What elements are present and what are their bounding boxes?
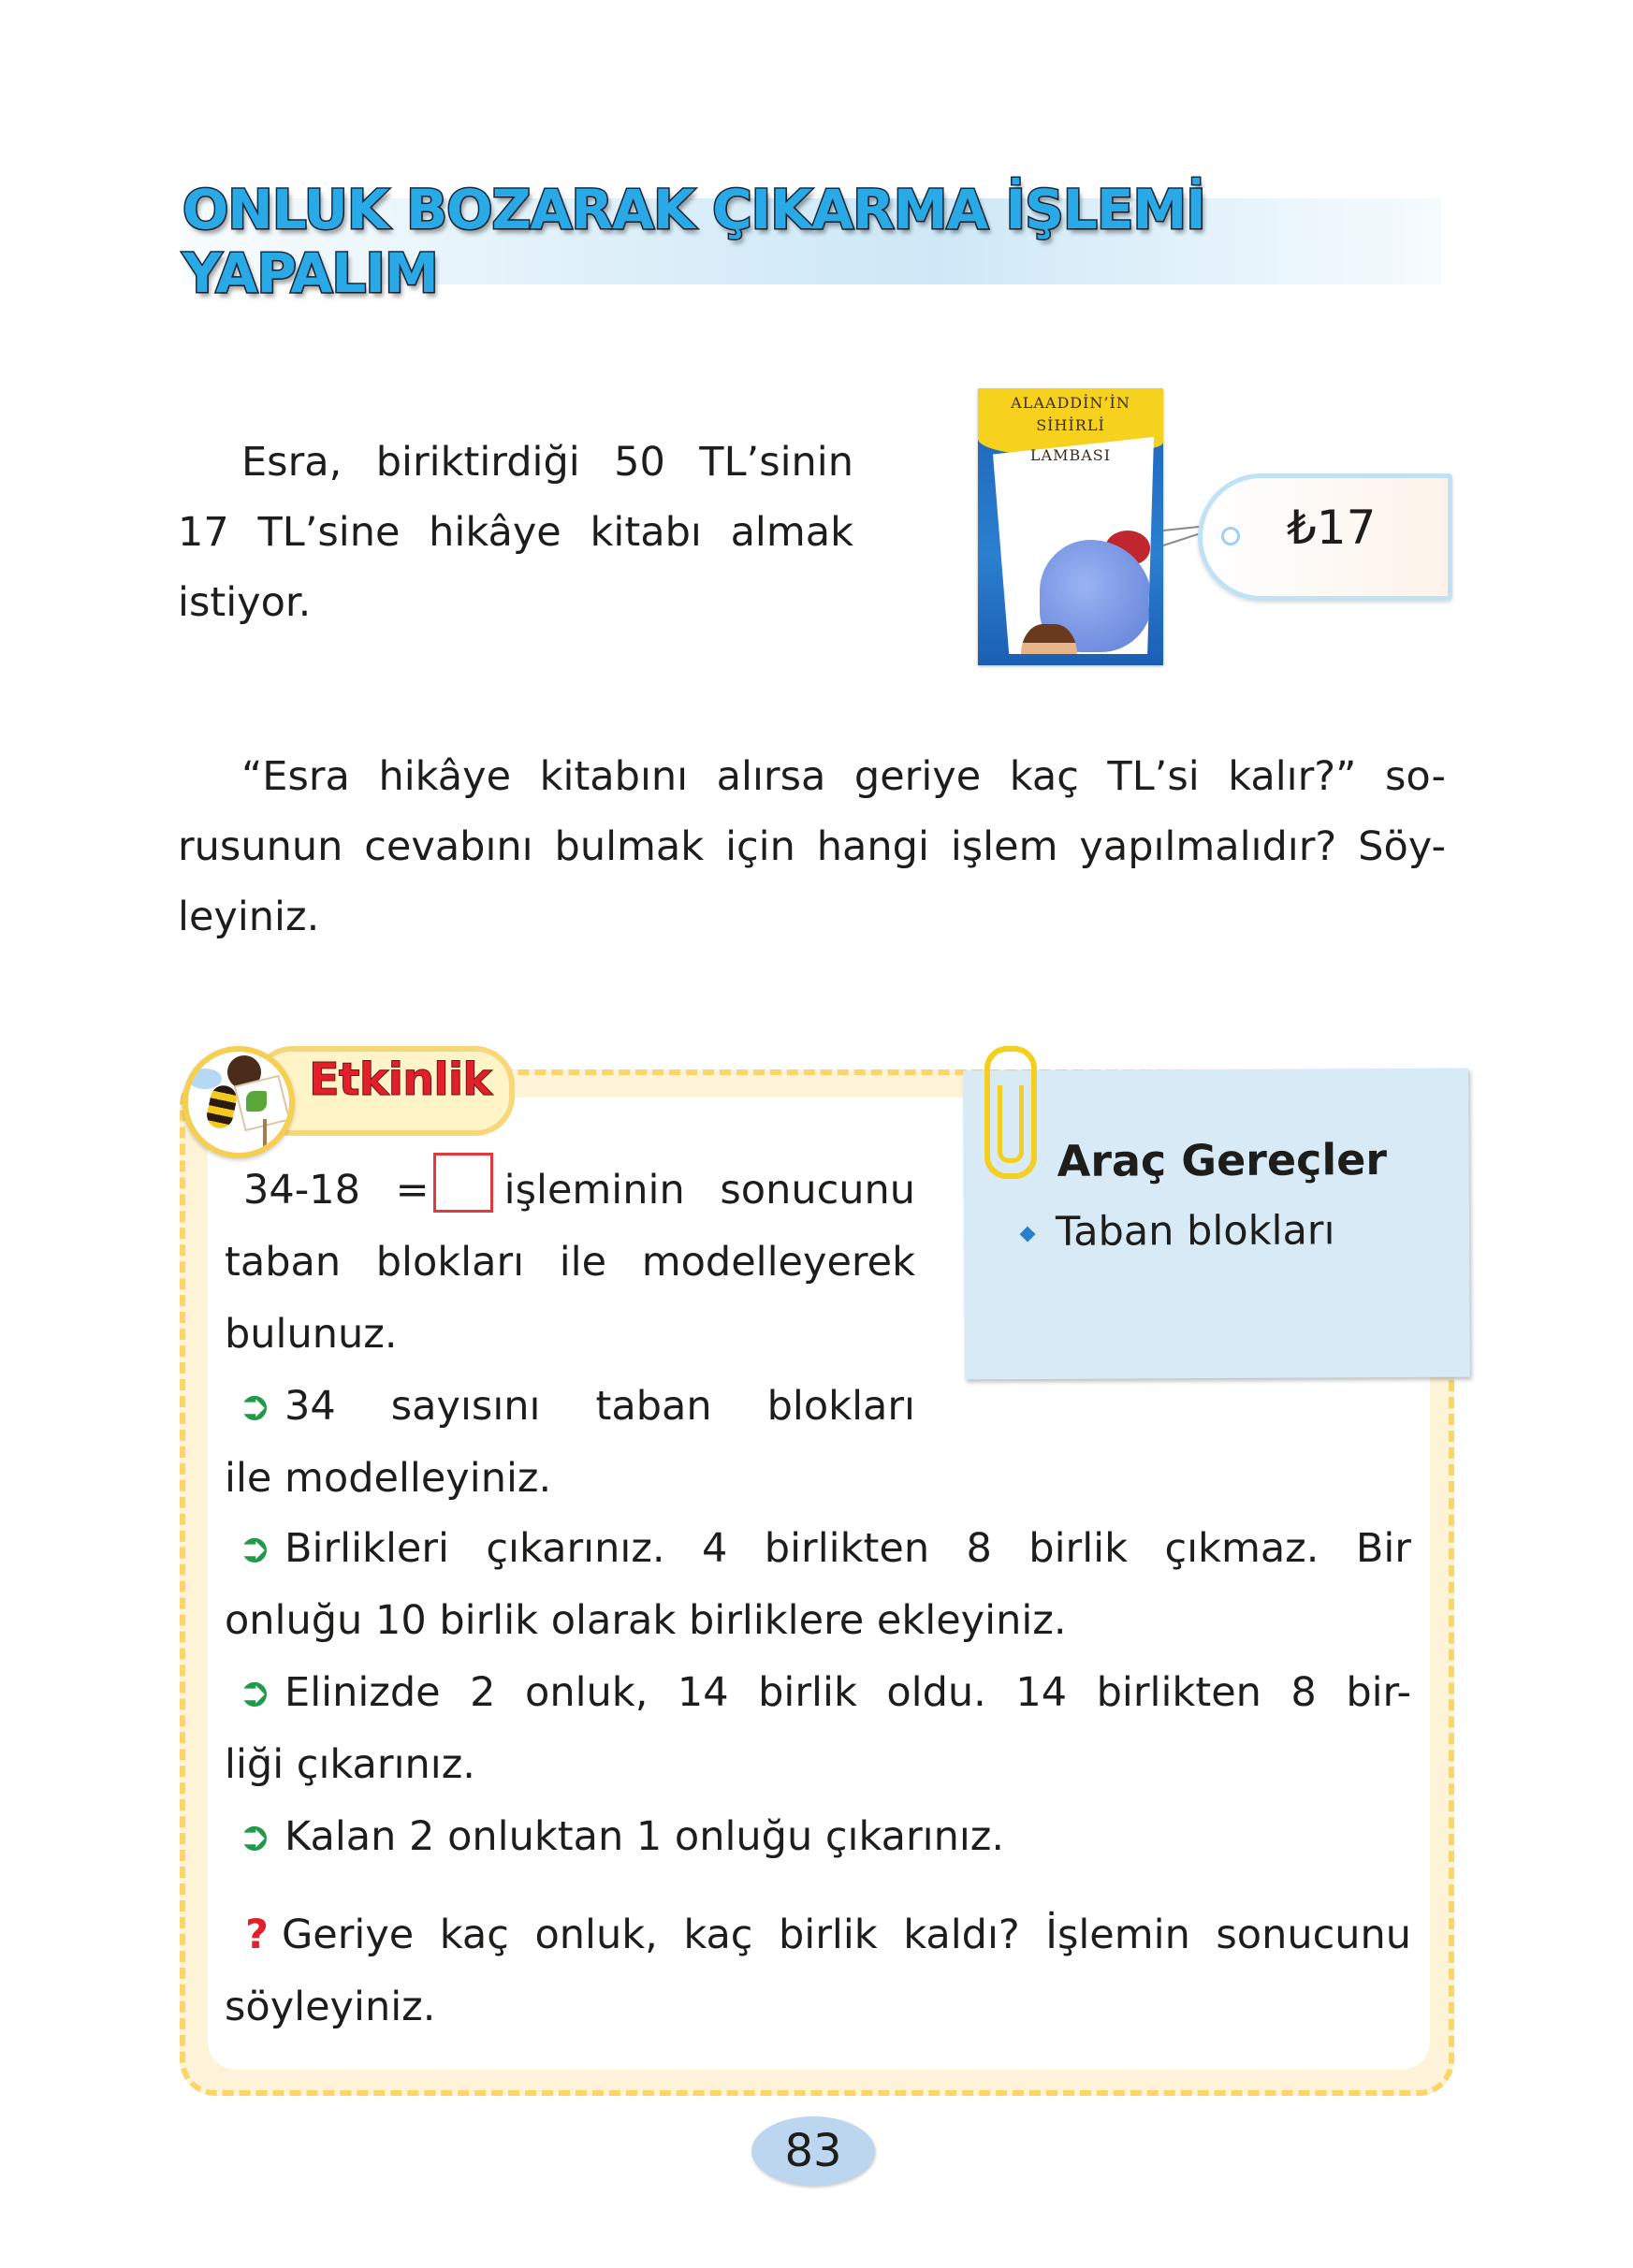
page-number [751, 2116, 875, 2186]
step-arrow-icon: ➲ [238, 1525, 272, 1572]
tools-note-title: Araç Gereçler [1057, 1134, 1388, 1186]
page-number-label: 83 [784, 2125, 842, 2177]
intro-paragraph [178, 428, 853, 638]
final-question-line-1: Geriye kaç onluk, kaç birlik kaldı? İşlemin sonucunu [281, 1912, 1411, 1958]
aladdin-figure-icon [1021, 624, 1077, 665]
step-2-line-2: onluğu 10 birlik olarak birliklere ekleyiniz. [225, 1597, 1067, 1644]
step-3-line-2: liği çıkarınız. [225, 1741, 475, 1788]
step-1-line-1: 34 sayısını taban blokları [284, 1383, 915, 1430]
question-mark-icon: ? [245, 1912, 269, 1958]
price-value: ₺17 [1287, 501, 1377, 555]
book-illustration [978, 388, 1163, 665]
tools-note-item [1022, 1207, 1335, 1256]
step-arrow-icon: ➲ [238, 1383, 272, 1430]
step-arrow-icon: ➲ [238, 1669, 272, 1716]
answer-box-input[interactable] [433, 1153, 493, 1213]
activity-intro [225, 1153, 915, 1515]
step-1-line-2: ile modelleyiniz. [225, 1455, 552, 1502]
final-question-line-2: söyleyiniz. [225, 1984, 436, 2030]
diamond-bullet-icon [1020, 1227, 1036, 1243]
activity-steps [225, 1513, 1411, 1873]
step-arrow-icon: ➲ [238, 1813, 272, 1860]
tools-note [963, 1069, 1470, 1380]
question-paragraph [178, 742, 1446, 952]
bee-painter-icon [182, 1046, 295, 1158]
price-tag [1198, 473, 1452, 601]
page-title: ONLUK BOZARAK ÇIKARMA İŞLEMİ YAPALIM [182, 178, 1205, 305]
activity-badge-label: Etkinlik [309, 1054, 492, 1106]
title-banner [182, 178, 1441, 305]
question-line-3: leyiniz. [178, 894, 320, 940]
book-cover-art [993, 437, 1154, 654]
step-3-line-1: Elinizde 2 onluk, 14 birlik oldu. 14 birlikten 8 bir- [284, 1669, 1411, 1716]
intro-line-2: 17 TL’sine hikâye kitabı almak [178, 509, 853, 556]
intro-line-1: Esra, biriktirdiği 50 TL’sinin [241, 439, 853, 486]
book-title-line-2: SİHİRLİ [1036, 416, 1105, 434]
equation: 34-18 = [243, 1167, 430, 1214]
activity-intro-line-3: bulunuz. [225, 1311, 398, 1358]
book-title-line-3: LAMBASI [1029, 446, 1112, 464]
tools-note-item-label: Taban blokları [1055, 1207, 1335, 1256]
intro-line-3: istiyor. [178, 579, 312, 626]
final-question [225, 1899, 1411, 2043]
tag-hole-icon [1221, 527, 1240, 545]
activity-intro-line-1: işleminin sonucunu [503, 1167, 915, 1214]
paperclip-inner-icon [998, 1085, 1024, 1163]
book-title-line-1: ALAADDİN’İN [1011, 394, 1130, 412]
step-2-line-1: Birlikleri çıkarınız. 4 birlikten 8 birlik çıkmaz. Bir [284, 1525, 1411, 1572]
easel-leg-icon [263, 1119, 267, 1147]
question-line-1: “Esra hikâye kitabını alırsa geriye kaç TL’si kalır?” so- [241, 753, 1446, 800]
leaf-painting-icon [246, 1091, 267, 1112]
step-4-line-1: Kalan 2 onluktan 1 onluğu çıkarınız. [284, 1813, 1005, 1860]
activity-intro-line-2: taban blokları ile modelleyerek [225, 1239, 915, 1286]
question-line-2: rusunun cevabını bulmak için hangi işlem yapılmalıdır? Söy- [178, 823, 1446, 870]
